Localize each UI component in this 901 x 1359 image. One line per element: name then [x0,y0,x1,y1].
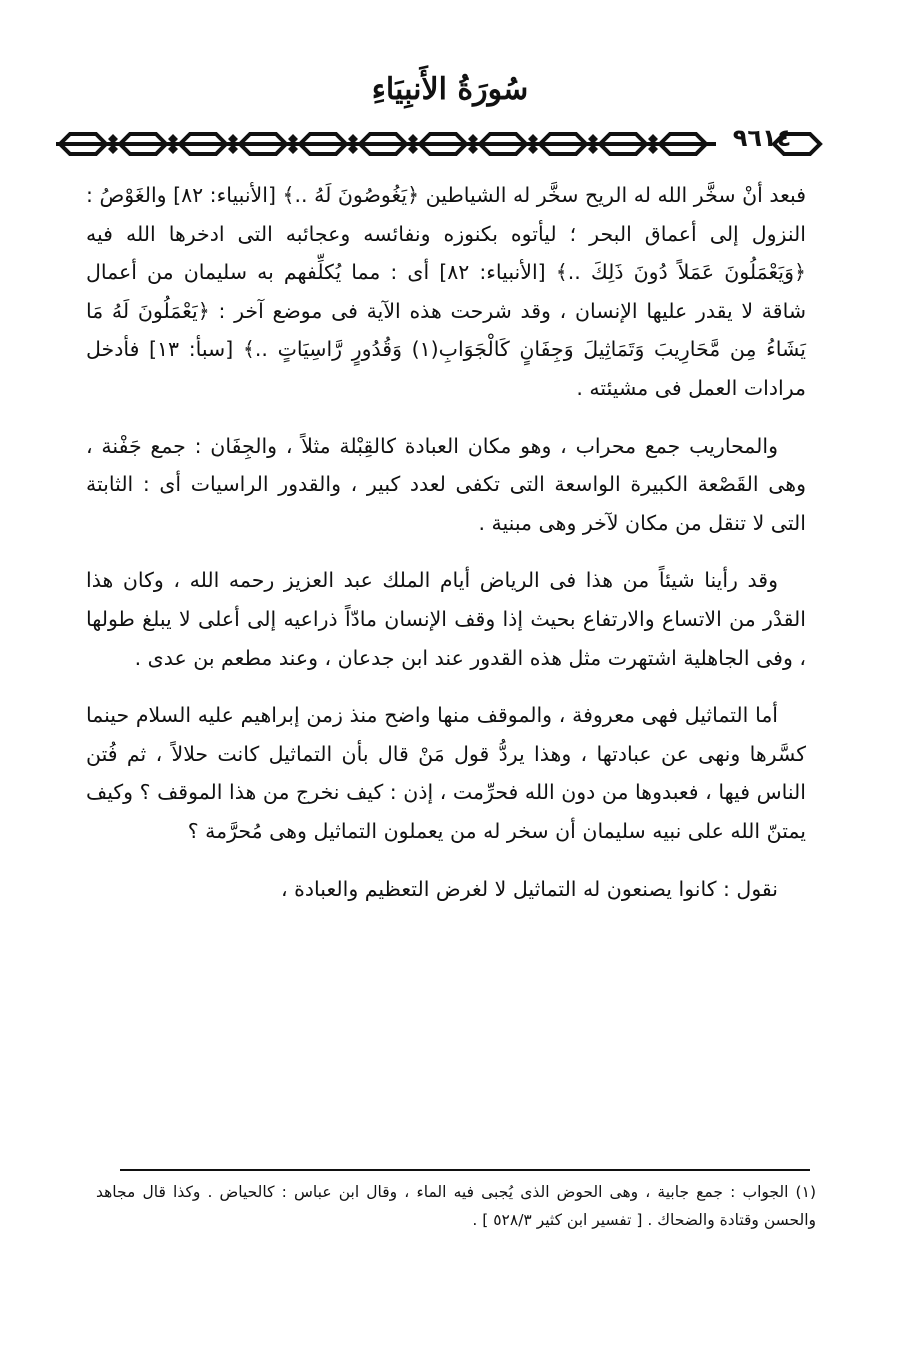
paragraph: نقول : كانوا يصنعون له التماثيل لا لغرض التعظيم والعبادة ، [281,876,778,901]
page-number: ٩٦١٤ [732,124,792,152]
body-text [86,176,806,927]
paragraph: أما التماثيل فهى معروفة ، والموقف منها واضح منذ زمن إبراهيم عليه السلام حينما كسَّرها ونهى عن عبادتها ، وهذا يردُّ قول مَنْ قال بأن التماثيل كانت حلالاً ، ثم فُتن الناس فيها ، فعبدوها من دون الله فحرِّمت ، إذن : كيف نخرج من هذا الموقف ؟ وكيف يمتنّ الله على نبيه سليمان أن سخر له من يعملون التماثيل وهى مُحرَّمة ؟ [86,703,806,843]
footnotes [96,1178,816,1234]
footnote-divider [120,1169,810,1171]
sura-title: سُورَةُ الأَنبِيَاءِ [371,72,529,107]
header-ornament-border [56,128,826,160]
paragraph: وقد رأينا شيئاً من هذا فى الرياض أيام الملك عبد العزيز رحمه الله ، وكان هذا القدْر من الاتساع والارتفاع بحيث إذا وقف الإنسان مادّاً ذراعيه إلى أعلى لا يبلغ طولها ، وفى الجاهلية اشتهرت مثل هذه القدور عند ابن جدعان ، وعند مطعم بن عدى . [86,568,806,670]
paragraph: فبعد أنْ سخَّر الله له الريح سخَّر له الشياطين ﴿يَغُوصُونَ لَهُ ..﴾ [الأنبياء: ٨٢] والغَوْصُ : النزول إلى أعماق البحر ؛ ليأتوه بكنوزه ونفائسه وعجائبه التى ادخرها الله فيه ﴿وَيَعْمَلُونَ عَمَلاً دُونَ ذَلِكَ ..﴾ [الأنبياء: ٨٢] أى : مما يُكلِّفهم به سليمان من أعمال شاقة لا يقدر عليها الإنسان ، وقد شرحت هذه الآية فى موضع آخر : ﴿يَعْمَلُونَ لَهُ مَا يَشَاءُ مِن مَّحَارِيبَ وَتَمَاثِيلَ وَجِفَانٍ كَالْجَوَابِ(١) وَقُدُورٍ رَّاسِيَاتٍ ..﴾ [سبأ: ١٣] فأدخل مرادات العمل فى مشيئته . [86,183,807,400]
footnote: (١) الجواب : جمع جابية ، وهى الحوض الذى يُجبى فيه الماء ، وقال ابن عباس : كالحياض . وكذا قال مجاهد والحسن وقتادة والضحاك . [ تفسير ابن كثير ٥٢٨/٣ ] . [96,1183,816,1229]
paragraph: والمحاريب جمع محراب ، وهو مكان العبادة كالقِبْلة مثلاً ، والجِفَان : جمع جَفْنة ، وهى القَصْعة الكبيرة الواسعة التى تكفى لعدد كبير ، والقدور الراسيات أى : الثابتة التى لا تنقل من مكان لآخر وهى مبنية . [86,433,806,535]
